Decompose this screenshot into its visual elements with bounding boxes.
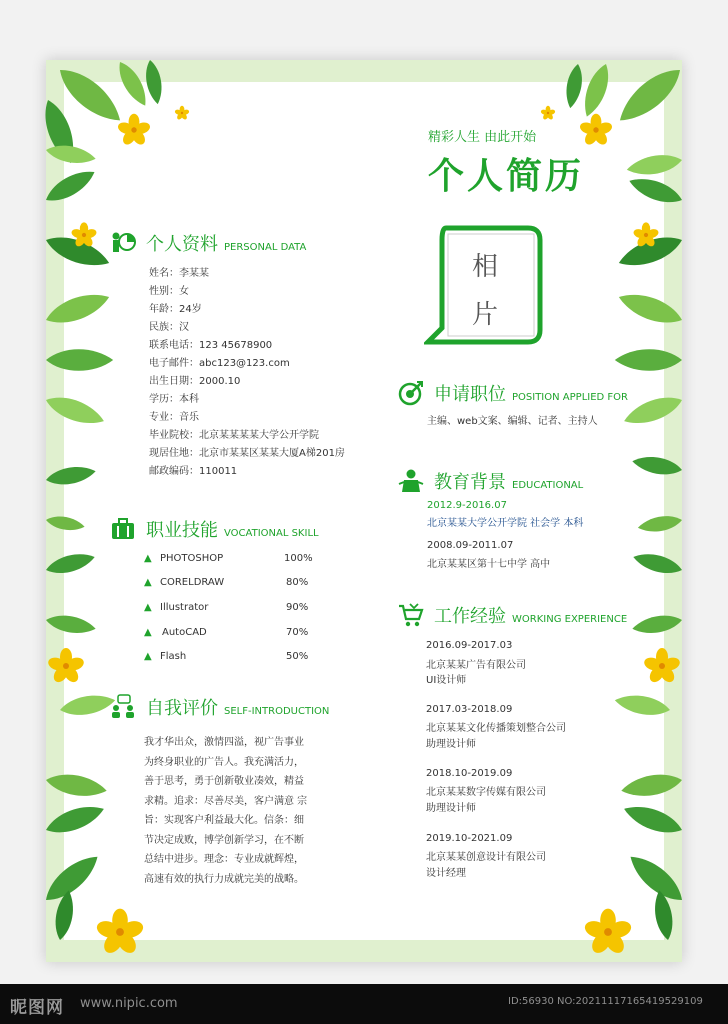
info-name: 姓名：李某某 xyxy=(149,268,209,279)
paragraph-line: 求精。追求：尽善尽美，客户满意 宗 xyxy=(144,795,308,807)
info-email: 电子邮件：abc123@123.com xyxy=(149,358,290,369)
work-company: 北京某某文化传播策划整合公司 xyxy=(426,723,566,734)
team-chat-icon xyxy=(110,694,136,720)
section-title: 申请职位 xyxy=(434,384,506,405)
skill-row xyxy=(144,553,313,564)
paragraph-line: 我才华出众，激情四溢，视广告事业 xyxy=(144,737,304,748)
section-title: 工作经验 xyxy=(434,606,506,627)
triangle-icon: ▲ xyxy=(144,553,152,564)
education-date: 2012.9-2016.07 xyxy=(427,500,507,511)
site-logo: 昵图网 xyxy=(10,998,64,1018)
paragraph-line: 为终身职业的广告人。我充满活力， xyxy=(144,756,304,768)
section-subtitle: EDUCATIONAL xyxy=(512,480,584,491)
section-title: 自我评价 xyxy=(146,698,218,719)
cart-icon xyxy=(398,602,424,628)
section-subtitle: SELF-INTRODUCTION xyxy=(224,706,330,717)
site-url: www.nipic.com xyxy=(80,996,178,1011)
triangle-icon: ▲ xyxy=(144,627,152,638)
info-age: 年龄：24岁 xyxy=(149,304,202,315)
work-date: 2019.10-2021.09 xyxy=(426,833,513,844)
section-skills xyxy=(110,516,319,542)
info-zip: 邮政编码：110011 xyxy=(149,466,238,477)
paragraph-line: 节决定成败，博学创新学习，在不断 xyxy=(144,834,304,846)
target-icon xyxy=(398,380,424,406)
skill-name: CORELDRAW xyxy=(160,577,225,588)
page-title: 个人简历 xyxy=(428,156,585,197)
photo-placeholder-2: 片 xyxy=(471,300,498,330)
work-company: 北京某某广告有限公司 xyxy=(426,660,526,671)
watermark-bar xyxy=(0,984,728,1024)
work-role: UI设计师 xyxy=(426,675,467,686)
info-phone: 联系电话：123 45678900 xyxy=(149,340,273,351)
section-subtitle: PERSONAL DATA xyxy=(224,242,307,253)
section-title: 职业技能 xyxy=(146,520,218,541)
skill-percent: 70% xyxy=(286,627,309,638)
skill-percent: 50% xyxy=(286,651,309,662)
section-title: 个人资料 xyxy=(146,234,218,255)
person-chart-icon xyxy=(110,230,136,256)
section-work xyxy=(398,602,627,628)
self-intro-paragraph xyxy=(144,733,324,889)
skill-percent: 80% xyxy=(286,577,309,588)
section-self-intro xyxy=(110,694,329,720)
briefcase-icon xyxy=(110,516,136,542)
section-subtitle: POSITION APPLIED FOR xyxy=(512,392,628,403)
work-role: 设计经理 xyxy=(426,868,466,879)
info-ethnicity: 民族：汉 xyxy=(149,322,189,333)
photo-placeholder-1: 相 xyxy=(471,252,498,282)
education-detail: 北京某某区第十七中学 高中 xyxy=(427,559,551,570)
skill-row xyxy=(144,602,309,613)
paragraph-line: 善于思考，勇于创新敬业凑效，精益 xyxy=(144,776,304,787)
info-gender: 性别：女 xyxy=(149,286,189,297)
section-position xyxy=(398,380,628,406)
section-personal xyxy=(110,230,306,256)
section-subtitle: WORKING EXPERIENCE xyxy=(512,614,628,625)
position-list: 主编、web文案、编辑、记者、主持人 xyxy=(427,416,598,427)
triangle-icon: ▲ xyxy=(144,602,152,613)
skill-row xyxy=(144,627,309,638)
section-subtitle: VOCATIONAL SKILL xyxy=(224,528,319,539)
skill-percent: 90% xyxy=(286,602,309,613)
info-degree: 学历：本科 xyxy=(149,394,199,405)
triangle-icon: ▲ xyxy=(144,577,152,588)
work-date: 2017.03-2018.09 xyxy=(426,704,513,715)
triangle-icon: ▲ xyxy=(144,651,152,662)
info-major: 专业：音乐 xyxy=(149,412,199,423)
info-birth: 出生日期：2000.10 xyxy=(149,376,241,387)
work-role: 助理设计师 xyxy=(426,739,476,750)
skill-row xyxy=(144,651,309,662)
skill-name: AutoCAD xyxy=(162,627,207,638)
work-company: 北京某某数字传媒有限公司 xyxy=(426,787,546,798)
info-school: 毕业院校：北京某某某某大学公开学院 xyxy=(149,430,319,441)
skill-row xyxy=(144,577,309,588)
info-address: 现居住地：北京市某某区某某大厦A梯201房 xyxy=(149,448,345,459)
work-date: 2016.09-2017.03 xyxy=(426,640,513,651)
education-date: 2008.09-2011.07 xyxy=(427,540,514,551)
skill-name: Flash xyxy=(160,651,187,662)
slogan: 精彩人生 由此开始 xyxy=(428,130,537,145)
skill-name: PHOTOSHOP xyxy=(160,553,224,564)
photo-frame xyxy=(424,222,546,350)
graduate-icon xyxy=(398,468,424,494)
section-education xyxy=(398,468,583,494)
skill-percent: 100% xyxy=(284,553,313,564)
skill-name: Illustrator xyxy=(160,602,209,613)
section-title: 教育背景 xyxy=(434,472,506,493)
paragraph-line: 旨：实现客户利益最大化。信条：细 xyxy=(144,815,304,826)
image-id: ID:56930 NO:20211117165419529109 xyxy=(508,996,703,1007)
work-role: 助理设计师 xyxy=(426,803,476,814)
education-detail: 北京某某大学公开学院 社会学 本科 xyxy=(427,518,584,529)
paragraph-line: 高速有效的执行力成就完美的战略。 xyxy=(144,873,304,885)
paragraph-line: 总结中进步。理念：专业成就辉煌， xyxy=(144,854,304,865)
work-date: 2018.10-2019.09 xyxy=(426,768,513,779)
work-company: 北京某某创意设计有限公司 xyxy=(426,852,546,863)
